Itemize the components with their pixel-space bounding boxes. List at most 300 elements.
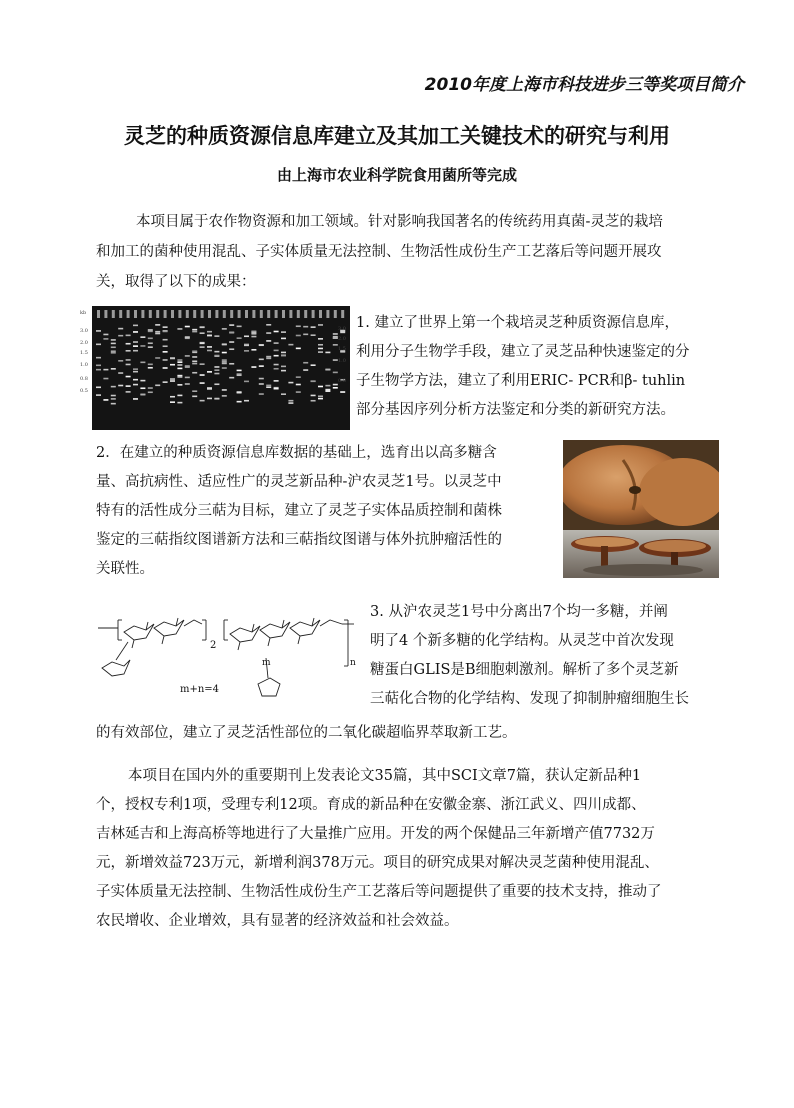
- gel-lane-marker: [164, 310, 167, 318]
- gel-band: [266, 386, 271, 388]
- gel-band: [207, 371, 212, 373]
- gel-band: [170, 364, 175, 366]
- gel-band: [177, 402, 182, 404]
- gel-band: [185, 377, 190, 379]
- gel-band: [163, 381, 168, 383]
- gel-band: [200, 363, 205, 365]
- gel-band: [126, 364, 131, 366]
- gel-band: [266, 385, 271, 387]
- structure-label-n: n: [350, 658, 356, 668]
- gel-band: [214, 369, 219, 371]
- gel-band: [133, 398, 138, 400]
- gel-band: [296, 335, 301, 337]
- gel-lane-marker: [319, 310, 322, 318]
- gel-band: [148, 364, 153, 366]
- gel-band: [177, 361, 182, 363]
- gel-band: [266, 358, 271, 360]
- gel-lane-marker: [171, 310, 174, 318]
- gel-band: [237, 374, 242, 376]
- gel-band: [259, 365, 264, 367]
- gel-band: [259, 393, 264, 395]
- gel-band: [303, 334, 308, 336]
- gel-band: [333, 384, 338, 386]
- gel-band: [222, 359, 227, 361]
- gel-band: [266, 332, 271, 334]
- gel-band: [177, 368, 182, 370]
- gel-band: [148, 331, 153, 333]
- gel-ladder-label: 1.0: [338, 358, 346, 364]
- gel-band: [229, 332, 234, 334]
- gel-band: [303, 362, 308, 364]
- gel-band: [126, 391, 131, 393]
- gel-band: [192, 372, 197, 374]
- gel-band: [126, 376, 131, 378]
- gel-band: [288, 400, 293, 402]
- gel-band: [155, 324, 160, 326]
- gel-band: [185, 337, 190, 339]
- gel-band: [155, 331, 160, 333]
- gel-band: [140, 336, 145, 338]
- summary-line: 本项目在国内外的重要期刊上发表论文35篇，其中SCI文章7篇，获认定新品种1: [128, 768, 642, 784]
- result-3-line: 明了4 个新多糖的化学结构。从灵芝中首次发现: [370, 633, 674, 649]
- gel-band: [118, 328, 123, 330]
- gel-band: [244, 335, 249, 337]
- gel-band: [281, 338, 286, 340]
- gel-band: [333, 372, 338, 374]
- gel-band: [185, 355, 190, 357]
- result-2-line: 量、高抗病性、适应性广的灵芝新品种-沪农灵芝1号。以灵芝中: [96, 474, 502, 490]
- gel-band: [118, 372, 123, 374]
- gel-band: [126, 359, 131, 361]
- summary-line: 农民增收、企业增效，具有显著的经济效益和社会效益。: [96, 913, 459, 929]
- gel-band: [200, 326, 205, 328]
- gel-lane-marker: [112, 310, 115, 318]
- gel-band: [222, 343, 227, 345]
- gel-band: [126, 350, 131, 352]
- summary-line: 元，新增效益723万元，新增利润378万元。项目的研究成果对解决灵芝菌种使用混乱、: [96, 855, 659, 871]
- gel-band: [251, 331, 256, 333]
- gel-band: [229, 377, 234, 379]
- intro-line: 和加工的菌种使用混乱、子实体质量无法控制、生物活性成份生产工艺落后等问题开展攻: [96, 244, 662, 260]
- gel-lane-marker: [341, 310, 344, 318]
- gel-lane-marker: [178, 310, 181, 318]
- gel-band: [148, 391, 153, 393]
- gel-band: [126, 385, 131, 387]
- gel-lane-marker: [149, 310, 152, 318]
- gel-band: [222, 361, 227, 363]
- gel-band: [281, 352, 286, 354]
- page-title: 灵芝的种质资源信息库建立及其加工关键技术的研究与利用: [124, 124, 670, 148]
- gel-band: [274, 331, 279, 333]
- gel-lane-marker: [282, 310, 285, 318]
- gel-band: [111, 386, 116, 388]
- gel-band: [207, 387, 212, 389]
- gel-band: [111, 395, 116, 397]
- gel-band: [237, 392, 242, 394]
- gel-band: [192, 363, 197, 365]
- gel-band: [207, 335, 212, 337]
- gel-lane-marker: [238, 310, 241, 318]
- gel-lane-marker: [97, 310, 100, 318]
- gel-band: [177, 364, 182, 366]
- gel-lane-marker: [297, 310, 300, 318]
- gel-band: [170, 401, 175, 403]
- gel-ladder-label: 0.8: [338, 378, 346, 384]
- gel-kb-label: kb: [80, 310, 87, 316]
- gel-band: [133, 379, 138, 381]
- gel-band: [192, 390, 197, 392]
- gel-band: [96, 365, 101, 367]
- gel-band: [274, 368, 279, 370]
- gel-band: [133, 371, 138, 373]
- gel-band: [200, 374, 205, 376]
- gel-lane-marker: [127, 310, 130, 318]
- gel-lane-marker: [304, 310, 307, 318]
- gel-band: [259, 344, 264, 346]
- gel-band: [318, 344, 323, 346]
- gel-band: [288, 402, 293, 404]
- gel-band: [103, 399, 108, 401]
- gel-lane-marker: [260, 310, 263, 318]
- gel-lane-marker: [326, 310, 329, 318]
- gel-band: [200, 332, 205, 334]
- gel-band: [222, 389, 227, 391]
- gel-band: [237, 370, 242, 372]
- gel-band: [311, 334, 316, 336]
- gel-band: [244, 345, 249, 347]
- gel-band: [251, 336, 256, 338]
- intro-line: 关，取得了以下的成果：: [96, 274, 256, 290]
- gel-band: [192, 396, 197, 398]
- gel-ladder-label: 3.0: [338, 326, 346, 332]
- gel-ladder-label: 1.5: [338, 346, 346, 352]
- gel-lane-marker: [312, 310, 315, 318]
- gel-lane-marker: [334, 310, 337, 318]
- result-2-line: 2．在建立的种质资源信息库数据的基础上，选育出以高多糖含: [96, 445, 497, 461]
- gel-band: [296, 384, 301, 386]
- gel-band: [214, 373, 219, 375]
- gel-band: [148, 337, 153, 339]
- gel-band: [140, 345, 145, 347]
- summary-line: 吉林延吉和上海高桥等地进行了大量推广应用。开发的两个保健品三年新增产值7732万: [96, 826, 655, 842]
- gel-band: [281, 354, 286, 356]
- gel-band: [111, 350, 116, 352]
- gel-band: [244, 400, 249, 402]
- gel-band: [274, 350, 279, 352]
- award-header: 2010年度上海市科技进步三等奖项目简介: [424, 75, 744, 95]
- gel-band: [325, 352, 330, 354]
- gel-band: [340, 391, 345, 393]
- gel-ladder-label: 3.0: [80, 328, 88, 334]
- gel-band: [163, 326, 168, 328]
- gel-band: [237, 401, 242, 403]
- gel-band: [207, 331, 212, 333]
- gel-band: [288, 344, 293, 346]
- gel-band: [177, 376, 182, 378]
- gel-band: [185, 365, 190, 367]
- gel-band: [207, 350, 212, 352]
- gel-band: [163, 339, 168, 341]
- gel-band: [177, 328, 182, 330]
- gel-band: [222, 395, 227, 397]
- gel-band: [163, 351, 168, 353]
- gel-band: [274, 380, 279, 382]
- gel-band: [318, 348, 323, 350]
- gel-band: [133, 350, 138, 352]
- gel-lane-marker: [193, 310, 196, 318]
- gel-band: [111, 398, 116, 400]
- gel-lane-marker: [289, 310, 292, 318]
- gel-band: [229, 341, 234, 343]
- result-3-line: 3. 从沪农灵芝1号中分离出7个均一多糖，并阐: [370, 604, 668, 620]
- gel-band: [133, 384, 138, 386]
- gel-band: [163, 359, 168, 361]
- gel-band: [185, 383, 190, 385]
- gel-band: [126, 335, 131, 337]
- gel-band: [281, 393, 286, 395]
- gel-band: [148, 367, 153, 369]
- gel-band: [207, 346, 212, 348]
- gel-band: [111, 346, 116, 348]
- gel-band: [192, 356, 197, 358]
- gel-band: [333, 387, 338, 389]
- gel-band: [177, 359, 182, 361]
- gel-band: [177, 395, 182, 397]
- gel-band: [140, 362, 145, 364]
- gel-band: [229, 348, 234, 350]
- result-1-line: 1. 建立了世界上第一个栽培灵芝种质资源信息库，: [356, 315, 679, 331]
- gel-lane-marker: [252, 310, 255, 318]
- gel-lane-marker: [215, 310, 218, 318]
- gel-band: [318, 324, 323, 326]
- gel-band: [214, 351, 219, 353]
- gel-band: [251, 349, 256, 351]
- gel-lane-marker: [141, 310, 144, 318]
- gel-lane-marker: [104, 310, 107, 318]
- gel-band: [214, 383, 219, 385]
- gel-band: [288, 382, 293, 384]
- gel-band: [111, 352, 116, 354]
- gel-band: [118, 385, 123, 387]
- gel-band: [296, 348, 301, 350]
- gel-band: [259, 359, 264, 361]
- gel-band: [281, 366, 286, 368]
- result-3-line: 糖蛋白GLIS是B细胞刺激剂。解析了多个灵芝新: [370, 662, 679, 678]
- gel-band: [214, 366, 219, 368]
- gel-band: [111, 403, 116, 405]
- result-3-line: 三萜化合物的化学结构、发现了抑制肿瘤细胞生长: [370, 691, 689, 707]
- gel-band: [155, 333, 160, 335]
- gel-ladder-label: 0.5: [80, 388, 88, 394]
- gel-band: [96, 330, 101, 332]
- gel-band: [214, 398, 219, 400]
- structure-label-m: m: [262, 658, 271, 668]
- result-1-line: 子生物学方法，建立了利用ERIC- PCR和β- tuhlin: [356, 373, 686, 389]
- gel-band: [111, 339, 116, 341]
- gel-band: [311, 400, 316, 402]
- gel-band: [192, 331, 197, 333]
- gel-band: [96, 387, 101, 389]
- gel-band: [96, 394, 101, 396]
- structure-label-2: 2: [210, 640, 217, 651]
- result-2-line: 鉴定的三萜指纹图谱新方法和三萜指纹图谱与体外抗肿瘤活性的: [96, 532, 502, 548]
- gel-band: [192, 350, 197, 352]
- gel-band: [266, 324, 271, 326]
- gel-band: [111, 368, 116, 370]
- gel-band: [155, 357, 160, 359]
- gel-band: [133, 325, 138, 327]
- gel-band: [325, 385, 330, 387]
- gel-band: [222, 367, 227, 369]
- gel-band: [229, 324, 234, 326]
- gel-band: [222, 328, 227, 330]
- gel-band: [244, 381, 249, 383]
- gel-band: [177, 375, 182, 377]
- gel-band: [274, 342, 279, 344]
- gel-band: [325, 369, 330, 371]
- gel-band: [237, 326, 242, 328]
- gel-band: [140, 387, 145, 389]
- gel-lane-marker: [267, 310, 270, 318]
- polysaccharide-structure-diagram: [98, 598, 354, 710]
- gel-band: [274, 364, 279, 366]
- gel-band: [103, 338, 108, 340]
- intro-line: 本项目属于农作物资源和加工领域。针对影响我国著名的传统药用真菌-灵芝的栽培: [136, 214, 663, 230]
- gel-band: [148, 346, 153, 348]
- gel-lane-marker: [245, 310, 248, 318]
- gel-band: [229, 363, 234, 365]
- gel-electrophoresis-image: [92, 306, 350, 430]
- gel-band: [170, 396, 175, 398]
- gel-band: [118, 360, 123, 362]
- result-1-line: 利用分子生物学手段，建立了灵芝品种快速鉴定的分: [356, 344, 690, 360]
- gel-band: [200, 400, 205, 402]
- result-2-line: 关联性。: [96, 561, 154, 577]
- gel-band: [192, 329, 197, 331]
- gel-band: [200, 382, 205, 384]
- gel-band: [140, 380, 145, 382]
- gel-band: [96, 369, 101, 371]
- gel-lane-marker: [134, 310, 137, 318]
- gel-band: [303, 326, 308, 328]
- gel-band: [103, 369, 108, 371]
- gel-lane-marker: [186, 310, 189, 318]
- gel-band: [311, 395, 316, 397]
- gel-lane-marker: [223, 310, 226, 318]
- gel-band: [266, 340, 271, 342]
- gel-band: [266, 356, 271, 358]
- result-3-line: 的有效部位，建立了灵芝活性部位的二氧化碳超临界萃取新工艺。: [96, 725, 517, 741]
- gel-band: [207, 398, 212, 400]
- gel-band: [118, 335, 123, 337]
- gel-band: [318, 386, 323, 388]
- gel-ladder-label: 1.0: [80, 362, 88, 368]
- summary-line: 子实体质量无法控制、生物活性成份生产工艺落后等问题提供了重要的技术支持，推动了: [96, 884, 662, 900]
- gel-band: [222, 352, 227, 354]
- gel-band: [163, 345, 168, 347]
- gel-band: [325, 389, 330, 391]
- gel-lane-marker: [230, 310, 233, 318]
- gel-lane-marker: [208, 310, 211, 318]
- gel-band: [133, 368, 138, 370]
- gel-lane-marker: [201, 310, 204, 318]
- structure-label-mn: m+n=4: [180, 684, 220, 695]
- gel-band: [311, 326, 316, 328]
- gel-band: [185, 326, 190, 328]
- summary-line: 个，授权专利1项，受理专利12项。育成的新品种在安徽金寨、浙江武义、四川成都、: [96, 797, 646, 813]
- gel-band: [318, 351, 323, 353]
- gel-band: [318, 338, 323, 340]
- gel-band: [133, 341, 138, 343]
- gel-band: [259, 378, 264, 380]
- gel-band: [148, 387, 153, 389]
- gel-lane-marker: [156, 310, 159, 318]
- gel-band: [155, 385, 160, 387]
- gel-band: [103, 334, 108, 336]
- gel-band: [214, 355, 219, 357]
- gel-band: [296, 376, 301, 378]
- gel-ladder-label: 0.8: [80, 376, 88, 382]
- gel-lane-marker: [275, 310, 278, 318]
- gel-band: [318, 398, 323, 400]
- gel-band: [281, 370, 286, 372]
- gel-band: [251, 366, 256, 368]
- gel-band: [296, 325, 301, 327]
- lingzhi-mushroom-photo: [563, 440, 719, 578]
- gel-ladder-label: 2.0: [80, 340, 88, 346]
- gel-band: [163, 331, 168, 333]
- gel-band: [333, 333, 338, 335]
- gel-band: [200, 343, 205, 345]
- gel-band: [111, 343, 116, 345]
- gel-band: [163, 367, 168, 369]
- gel-band: [140, 394, 145, 396]
- gel-lane-marker: [119, 310, 122, 318]
- gel-band: [244, 350, 249, 352]
- gel-band: [133, 331, 138, 333]
- gel-band: [96, 357, 101, 359]
- gel-band: [259, 383, 264, 385]
- gel-band: [170, 357, 175, 359]
- gel-band: [170, 378, 175, 380]
- gel-band: [103, 378, 108, 380]
- gel-band: [170, 380, 175, 382]
- result-2-line: 特有的活性成分三萜为目标，建立了灵芝子实体品质控制和菌株: [96, 503, 502, 519]
- gel-band: [251, 332, 256, 334]
- gel-band: [274, 355, 279, 357]
- gel-band: [148, 342, 153, 344]
- page-subtitle: 由上海市农业科学院食用菌所等完成: [276, 166, 517, 184]
- gel-band: [274, 388, 279, 390]
- gel-band: [133, 345, 138, 347]
- gel-band: [237, 337, 242, 339]
- gel-band: [311, 364, 316, 366]
- gel-band: [177, 384, 182, 386]
- gel-band: [148, 329, 153, 331]
- gel-band: [303, 369, 308, 371]
- gel-band: [200, 346, 205, 348]
- gel-band: [222, 363, 227, 365]
- gel-band: [281, 331, 286, 333]
- gel-ladder-label: 2.0: [338, 336, 346, 342]
- gel-band: [318, 395, 323, 397]
- gel-band: [311, 380, 316, 382]
- gel-band: [96, 344, 101, 346]
- gel-band: [296, 391, 301, 393]
- gel-band: [325, 390, 330, 392]
- gel-band: [192, 360, 197, 362]
- gel-ladder-label: 1.5: [80, 350, 88, 356]
